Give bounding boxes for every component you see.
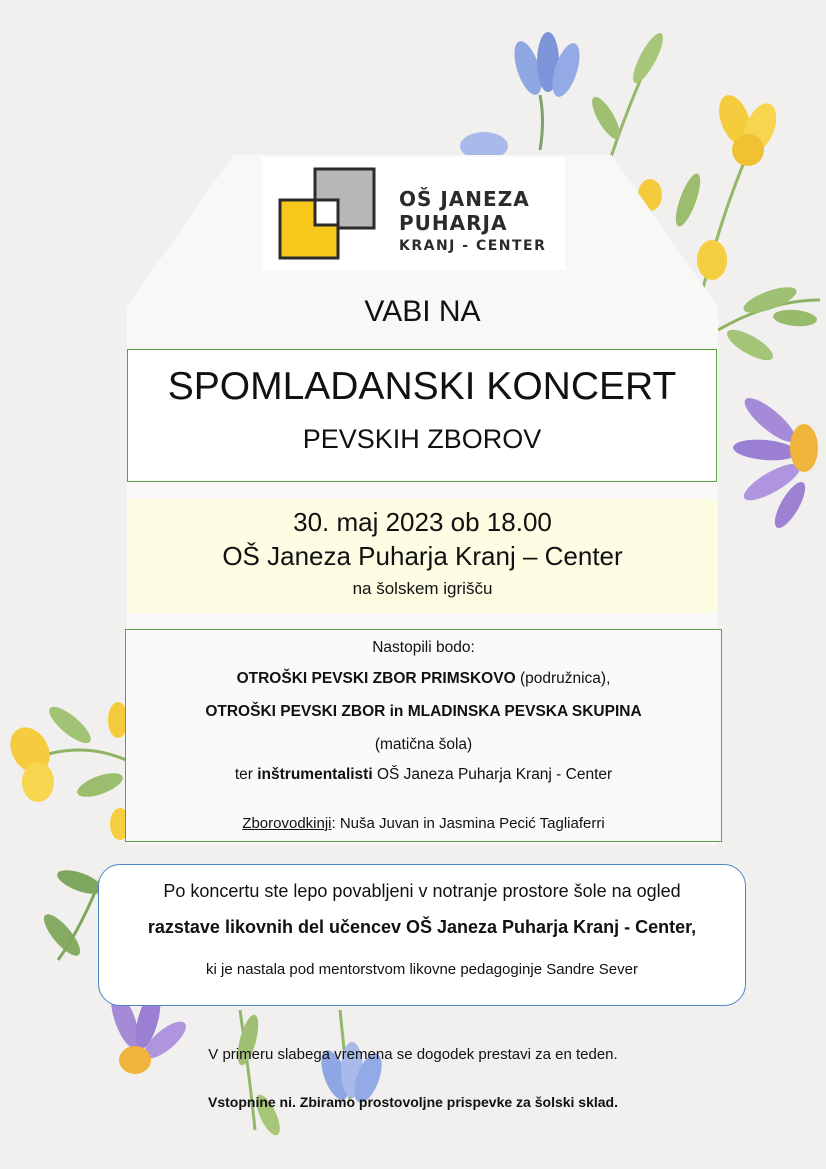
- exhibition-box: [98, 864, 746, 1006]
- performer-instrumentalists: [126, 764, 721, 786]
- performers-heading: Nastopili bodo:: [372, 639, 475, 656]
- leaders-names: : Nuša Juvan in Jasmina Pecić Tagliaferri: [331, 815, 605, 832]
- yellow-flower-left-icon: [2, 701, 130, 840]
- instr-suffix: OŠ Janeza Puharja Kranj - Center: [376, 766, 613, 783]
- concert-subtitle: PEVSKIH ZBOROV: [302, 424, 542, 454]
- concert-title-box: [127, 349, 717, 482]
- invite-heading: VABI NA: [364, 295, 481, 328]
- exhibition-line-3: ki je nastala pod mentorstvom likovne pedagoginje Sandre Sever: [206, 961, 638, 978]
- choir-leaders: [126, 814, 721, 834]
- leaders-label: Zborovodkinji: [242, 815, 332, 832]
- logo-line-3: KRANJ - CENTER: [399, 238, 547, 254]
- performers-box: [125, 629, 722, 842]
- concert-title: SPOMLADANSKI KONCERT: [167, 365, 677, 408]
- instr-prefix: ter: [234, 766, 253, 783]
- choir-1-note: (podružnica),: [519, 670, 611, 687]
- event-details-box: [127, 499, 718, 613]
- admission-note: Vstopnine ni. Zbiramo prostovoljne prispevke za šolski sklad.: [208, 1094, 618, 1110]
- instr-bold: inštrumentalisti: [257, 766, 373, 783]
- choir-1-name: OTROŠKI PEVSKI ZBOR PRIMSKOVO: [236, 670, 516, 687]
- choir-2-note: (matična šola): [374, 736, 473, 753]
- event-venue: na šolskem igrišču: [352, 579, 493, 598]
- purple-flower-right-icon: [732, 392, 818, 532]
- exhibition-line-1: Po koncertu ste lepo povabljeni v notranje prostore šole na ogled: [163, 881, 681, 901]
- logo-line-2: PUHARJA: [399, 211, 508, 235]
- event-place: OŠ Janeza Puharja Kranj – Center: [222, 541, 623, 571]
- school-logo: [262, 157, 565, 270]
- performer-choir-1: [126, 668, 721, 690]
- leaves-right-icon: [718, 282, 820, 366]
- blue-flower-top-icon: [460, 32, 585, 160]
- logo-squares-icon: [262, 157, 392, 270]
- logo-line-1: OŠ JANEZA: [399, 187, 530, 211]
- performer-choir-2: [126, 701, 721, 723]
- exhibition-line-2: razstave likovnih del učencev OŠ Janeza Puharja Kranj - Center,: [147, 917, 697, 937]
- choir-2-name: OTROŠKI PEVSKI ZBOR in MLADINSKA PEVSKA SKUPINA: [205, 703, 642, 720]
- weather-note: V primeru slabega vremena se dogodek prestavi za en teden.: [208, 1046, 618, 1063]
- leaves-bottom-left-icon: [38, 865, 105, 960]
- event-date-time: 30. maj 2023 ob 18.00: [293, 507, 552, 537]
